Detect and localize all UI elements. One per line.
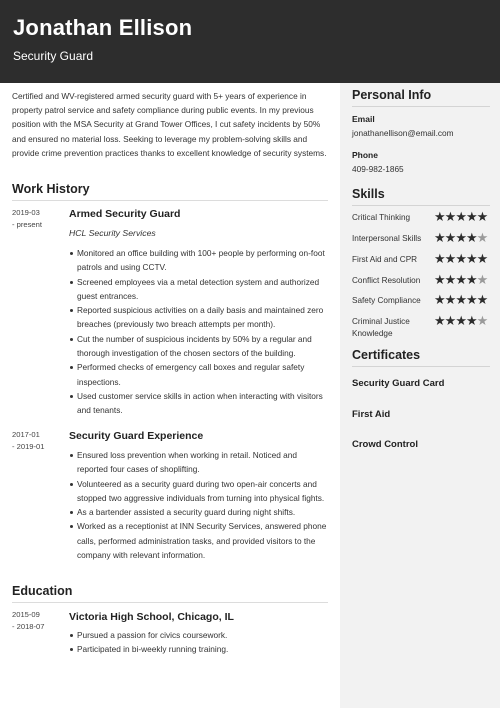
star-filled-icon: ★ [455,251,466,266]
star-filled-icon: ★ [465,230,477,245]
list-item: Reported suspicious activities on a daily basis and maintained zero breaches (previously two breach attempts per month). [77,303,330,332]
email-label: Email [352,114,375,124]
email-value: jonathanellison@email.com [352,128,454,138]
star-filled-icon: ★ [455,230,466,245]
certificate-item: Security Guard Card [352,378,445,389]
star-filled-icon: ★ [434,272,445,287]
skills-divider [352,205,490,206]
job-2-role: Security Guard Experience [69,430,204,442]
star-filled-icon: ★ [476,209,488,224]
list-item: Used customer service skills in action when interacting with visitors and tenants. [77,389,330,418]
star-empty-icon: ★ [476,313,488,328]
star-filled-icon: ★ [465,313,477,328]
skill-name: Critical Thinking [352,213,411,222]
star-rating [434,273,487,286]
personal-info-divider [352,106,490,107]
skill-row [352,251,492,268]
phone-label: Phone [352,150,378,160]
job-1-bullets [77,246,330,418]
skill-row [352,313,492,338]
education-date [12,609,45,633]
job-1-date-start: 2019-03 [12,208,40,217]
list-item: Cut the number of suspicious incidents by 50% by a regular and thorough investigation of the chosen sectors of the building. [77,332,330,361]
star-empty-icon: ★ [476,230,488,245]
resume-header [0,0,500,83]
phone-value: 409-982-1865 [352,164,404,174]
education-divider [12,602,328,603]
list-item: Performed checks of emergency call boxes and regular safety inspections. [77,360,330,389]
list-item: Pursued a passion for civics coursework. [77,628,330,642]
sidebar [340,83,500,708]
star-filled-icon: ★ [444,313,456,328]
star-rating [434,293,487,306]
list-item: Screened employees via a metal detection system and authorized guest entrances. [77,275,330,304]
education-bullets [77,628,330,657]
work-history-heading: Work History [12,182,90,196]
star-filled-icon: ★ [434,313,445,328]
star-filled-icon: ★ [455,292,466,307]
star-filled-icon: ★ [434,209,445,224]
star-rating [434,252,487,265]
list-item: Ensured loss prevention when working in retail. Noticed and reported four cases of shoplifting. [77,448,330,477]
job-1-date [12,207,42,231]
star-filled-icon: ★ [465,292,477,307]
certificates-divider [352,366,490,367]
skill-name: Safety Compliance [352,296,421,305]
star-filled-icon: ★ [434,230,445,245]
candidate-job-title: Security Guard [13,49,94,63]
certificate-item: Crowd Control [352,439,418,450]
star-filled-icon: ★ [444,292,456,307]
star-filled-icon: ★ [455,209,466,224]
skill-name: Interpersonal Skills [352,234,422,243]
list-item: Monitored an office building with 100+ people by performing on-foot patrols and using CCTV. [77,246,330,275]
star-filled-icon: ★ [434,251,445,266]
job-2-date [12,429,45,453]
certificate-item: First Aid [352,409,391,420]
star-filled-icon: ★ [476,292,488,307]
education-date-end: - 2018-07 [12,622,45,631]
star-filled-icon: ★ [434,292,445,307]
list-item: As a bartender assisted a security guard during night shifts. [77,505,330,519]
star-filled-icon: ★ [455,313,466,328]
skill-name: First Aid and CPR [352,255,418,264]
work-history-divider [12,200,328,201]
personal-info-heading: Personal Info [352,88,432,102]
skill-name: Conflict Resolution [352,276,421,285]
job-2-date-start: 2017-01 [12,430,40,439]
star-filled-icon: ★ [465,251,477,266]
star-rating [434,210,487,223]
list-item: Participated in bi-weekly running training. [77,642,330,656]
education-date-start: 2015-09 [12,610,40,619]
star-filled-icon: ★ [444,272,456,287]
job-1-company: HCL Security Services [69,228,156,238]
profile-summary: Certified and WV-registered armed security guard with 5+ years of experience in property patrol service and safety compliance during public events. In my previous position with the MSA Security at Grand Tower Offices, I cut safety incidents by 50% and ensured no material loss. Seeking to leverage my problem-solving skills and provide crime prevention practices thanks to excellent knowledge of security systems. [12,91,327,158]
skill-row [352,230,492,247]
candidate-name: Jonathan Ellison [13,15,193,40]
star-filled-icon: ★ [465,272,477,287]
star-filled-icon: ★ [444,209,456,224]
certificates-heading: Certificates [352,348,421,362]
star-filled-icon: ★ [476,251,488,266]
star-filled-icon: ★ [444,230,456,245]
skill-row [352,209,492,226]
star-rating [434,314,487,327]
job-1-role: Armed Security Guard [69,208,181,220]
job-1-date-end: - present [12,220,42,229]
star-empty-icon: ★ [476,272,488,287]
education-school: Victoria High School, Chicago, IL [69,611,234,623]
job-2-bullets [77,448,330,562]
job-2-date-end: - 2019-01 [12,442,45,451]
skill-row [352,272,492,289]
list-item: Worked as a receptionist at INN Security Services, answered phone calls, performed administration tasks, and provided visitors to the company with relevant information. [77,519,330,562]
skill-name: Criminal Justice Knowledge [352,317,410,338]
skills-heading: Skills [352,187,385,201]
education-heading: Education [12,584,73,598]
star-rating [434,231,487,244]
star-filled-icon: ★ [465,209,477,224]
skill-row [352,292,492,309]
list-item: Volunteered as a security guard during two open-air concerts and stopped two aggressive individuals from turning into physical fights. [77,477,330,506]
star-filled-icon: ★ [444,251,456,266]
star-filled-icon: ★ [455,272,466,287]
